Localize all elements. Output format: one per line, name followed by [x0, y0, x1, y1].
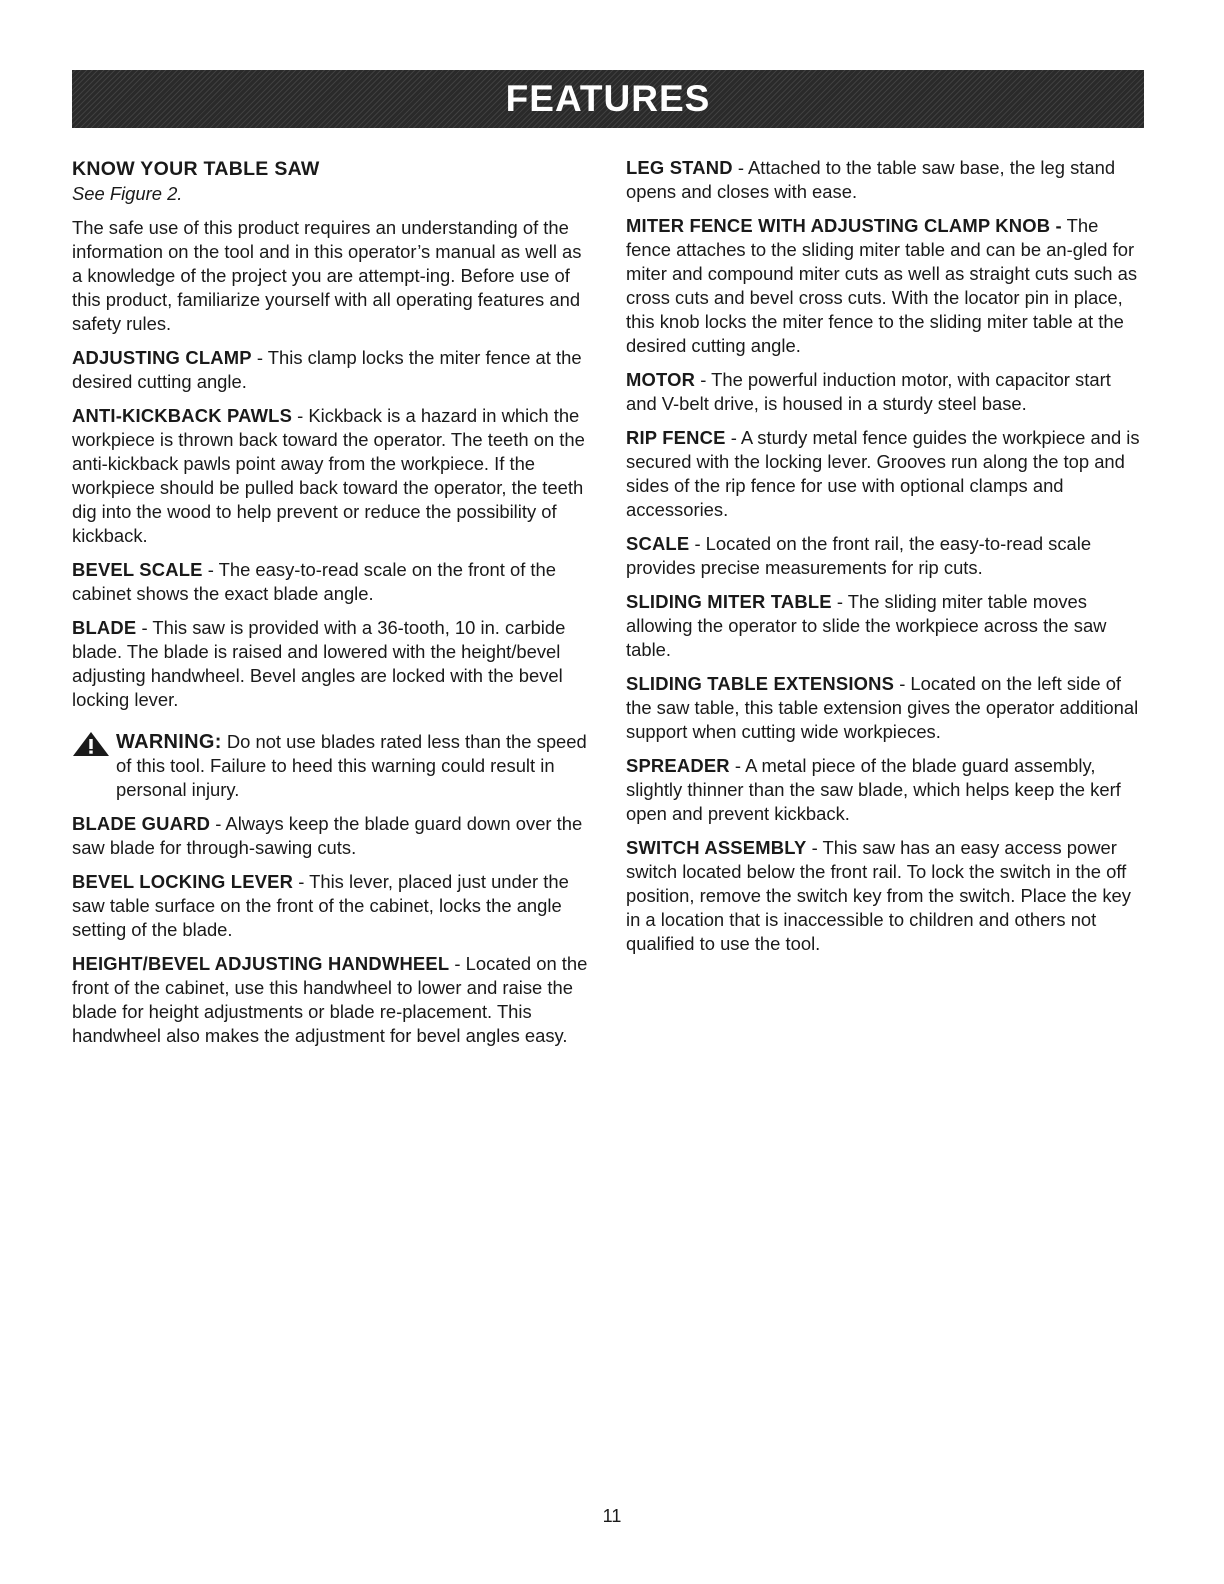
page-number: 11: [602, 1506, 622, 1526]
feature-desc: - This clamp locks the miter fence at the desired cutting angle.: [72, 347, 582, 392]
feature-term: BEVEL LOCKING LEVER: [72, 871, 294, 892]
feature-desc: - This lever, placed just under the saw table surface on the front of the cabinet, locks the angle setting of the blade.: [72, 871, 569, 940]
right-column: [626, 156, 1146, 966]
see-figure-note: See Figure 2.: [72, 183, 183, 204]
feature-desc: - Located on the left side of the saw table, this table extension gives the operator additional support when cutting wide workpieces.: [626, 673, 1139, 742]
feature-desc: - Attached to the table saw base, the leg stand opens and closes with ease.: [626, 157, 1116, 202]
feature-item: [72, 870, 592, 942]
feature-desc: - Always keep the blade guard down over the saw blade for through-sawing cuts.: [72, 813, 583, 858]
feature-desc: - Located on the front rail, the easy-to-read scale provides precise measurements for rip cuts.: [626, 533, 1092, 578]
warning-text: Do not use blades rated less than the speed of this tool. Failure to heed this warning could result in personal injury.: [116, 731, 587, 800]
feature-term: BEVEL SCALE: [72, 559, 203, 580]
feature-term: RIP FENCE: [626, 427, 726, 448]
feature-term: SLIDING MITER TABLE: [626, 591, 832, 612]
feature-item: [626, 156, 1146, 204]
feature-item: [626, 426, 1146, 522]
feature-desc: - The easy-to-read scale on the front of the cabinet shows the exact blade angle.: [72, 559, 556, 604]
feature-desc: - The powerful induction motor, with capacitor start and V-belt drive, is housed in a sturdy steel base.: [626, 369, 1111, 414]
feature-item: [72, 346, 592, 394]
features-banner: [72, 70, 1144, 128]
feature-item: [626, 214, 1146, 358]
feature-item: [626, 836, 1146, 956]
feature-item: [626, 672, 1146, 744]
feature-desc: - Kickback is a hazard in which the workpiece is thrown back toward the operator. The teeth on the anti-kickback pawls point away from the workpiece. If the workpiece should be pulled back toward the operator, the teeth dig into the wood to help prevent or reduce the possibility of kickback.: [72, 405, 585, 546]
feature-term: MITER FENCE WITH ADJUSTING CLAMP KNOB -: [626, 215, 1062, 236]
feature-desc: - A metal piece of the blade guard assembly, slightly thinner than the saw blade, which helps keep the kerf open and prevent kickback.: [626, 755, 1121, 824]
feature-term: SLIDING TABLE EXTENSIONS: [626, 673, 895, 694]
feature-term: ANTI-KICKBACK PAWLS: [72, 405, 293, 426]
banner-title: FEATURES: [505, 78, 711, 119]
feature-term: SPREADER: [626, 755, 730, 776]
feature-desc: - The sliding miter table moves allowing the operator to slide the workpiece across the saw table.: [626, 591, 1107, 660]
feature-desc: - This saw is provided with a 36-tooth, 10 in. carbide blade. The blade is raised and lowered with the height/bevel adjusting handwheel. Bevel angles are locked with the bevel locking lever.: [72, 617, 566, 710]
warning-block: [72, 730, 592, 802]
feature-term: SWITCH ASSEMBLY: [626, 837, 807, 858]
feature-item: [626, 532, 1146, 580]
feature-item: [72, 616, 592, 712]
feature-term: BLADE: [72, 617, 137, 638]
feature-item: [72, 812, 592, 860]
feature-desc: - Located on the front of the cabinet, use this handwheel to lower and raise the blade for height adjustments or blade re-placement. This handwheel also makes the adjustment for bevel angles easy.: [72, 953, 588, 1046]
feature-desc: - A sturdy metal fence guides the workpiece and is secured with the locking lever. Grooves run along the top and sides of the rip fence for use with optional clamps and accessories.: [626, 427, 1140, 520]
feature-item: [72, 558, 592, 606]
warning-triangle-icon: [72, 731, 110, 757]
warning-label: WARNING:: [116, 731, 222, 753]
feature-desc: - This saw has an easy access power switch located below the front rail. To lock the switch in the off position, remove the switch key from the switch. Place the key in a location that is inaccessible to children and others not qualified to use the tool.: [626, 837, 1131, 954]
feature-item: [72, 404, 592, 548]
feature-item: [626, 368, 1146, 416]
left-column: [72, 156, 592, 1058]
intro-paragraph: The safe use of this product requires an understanding of the information on the tool and in this operator’s manual as well as a knowledge of the project you are attempt-ing. Before use of this product, familiarize yourself with all operating features and safety rules.: [72, 217, 582, 334]
feature-term: BLADE GUARD: [72, 813, 211, 834]
feature-term: MOTOR: [626, 369, 696, 390]
section-title: KNOW YOUR TABLE SAW: [72, 158, 320, 180]
feature-item: [626, 590, 1146, 662]
feature-term: HEIGHT/BEVEL ADJUSTING HANDWHEEL: [72, 953, 450, 974]
feature-item: [626, 754, 1146, 826]
feature-term: ADJUSTING CLAMP: [72, 347, 252, 368]
feature-desc: The fence attaches to the sliding miter table and can be an-gled for miter and compound miter cuts as well as straight cuts such as cross cuts and bevel cross cuts. With the locator pin in place, this knob locks the miter fence to the sliding miter table at the desired cutting angle.: [626, 215, 1138, 356]
feature-term: SCALE: [626, 533, 690, 554]
feature-item: [72, 952, 592, 1048]
feature-term: LEG STAND: [626, 157, 733, 178]
